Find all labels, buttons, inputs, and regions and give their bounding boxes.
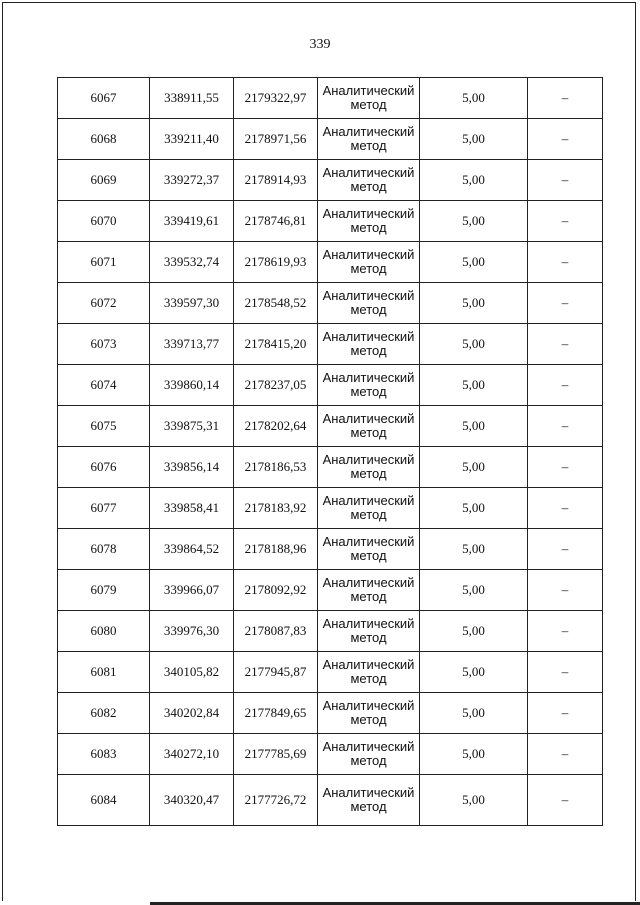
method-line-2: метод bbox=[350, 630, 387, 645]
x-coordinate-cell: 338911,55 bbox=[150, 78, 234, 119]
method-cell bbox=[318, 652, 420, 693]
note-cell: – bbox=[528, 242, 603, 283]
y-coordinate-cell: 2178183,92 bbox=[234, 488, 318, 529]
method-cell bbox=[318, 447, 420, 488]
table-row bbox=[58, 652, 603, 693]
note-cell: – bbox=[528, 365, 603, 406]
point-number-cell: 6081 bbox=[58, 652, 150, 693]
note-cell: – bbox=[528, 324, 603, 365]
table-row bbox=[58, 447, 603, 488]
point-number-cell: 6074 bbox=[58, 365, 150, 406]
accuracy-cell: 5,00 bbox=[420, 160, 528, 201]
accuracy-cell: 5,00 bbox=[420, 775, 528, 826]
method-line-2: метод bbox=[350, 507, 387, 522]
point-number-cell: 6070 bbox=[58, 201, 150, 242]
method-line-2: метод bbox=[350, 425, 387, 440]
y-coordinate-cell: 2177785,69 bbox=[234, 734, 318, 775]
method-line-2: метод bbox=[350, 548, 387, 563]
x-coordinate-cell: 339966,07 bbox=[150, 570, 234, 611]
note-cell: – bbox=[528, 78, 603, 119]
y-coordinate-cell: 2178087,83 bbox=[234, 611, 318, 652]
note-cell: – bbox=[528, 447, 603, 488]
table-row bbox=[58, 283, 603, 324]
table-row bbox=[58, 570, 603, 611]
x-coordinate-cell: 339976,30 bbox=[150, 611, 234, 652]
method-cell bbox=[318, 611, 420, 652]
method-cell bbox=[318, 488, 420, 529]
method-cell bbox=[318, 283, 420, 324]
method-line-2: метод bbox=[350, 97, 387, 112]
method-line-1: Аналитический bbox=[322, 370, 415, 385]
accuracy-cell: 5,00 bbox=[420, 78, 528, 119]
method-line-1: Аналитический bbox=[322, 493, 415, 508]
note-cell: – bbox=[528, 652, 603, 693]
x-coordinate-cell: 340272,10 bbox=[150, 734, 234, 775]
table-row bbox=[58, 488, 603, 529]
coordinates-table bbox=[57, 77, 603, 826]
method-line-2: метод bbox=[350, 261, 387, 276]
x-coordinate-cell: 339211,40 bbox=[150, 119, 234, 160]
accuracy-cell: 5,00 bbox=[420, 324, 528, 365]
point-number-cell: 6068 bbox=[58, 119, 150, 160]
table-row bbox=[58, 406, 603, 447]
method-cell bbox=[318, 242, 420, 283]
x-coordinate-cell: 340202,84 bbox=[150, 693, 234, 734]
x-coordinate-cell: 339272,37 bbox=[150, 160, 234, 201]
method-line-2: метод bbox=[350, 589, 387, 604]
note-cell: – bbox=[528, 160, 603, 201]
y-coordinate-cell: 2178619,93 bbox=[234, 242, 318, 283]
accuracy-cell: 5,00 bbox=[420, 242, 528, 283]
point-number-cell: 6076 bbox=[58, 447, 150, 488]
method-cell bbox=[318, 201, 420, 242]
accuracy-cell: 5,00 bbox=[420, 283, 528, 324]
y-coordinate-cell: 2178237,05 bbox=[234, 365, 318, 406]
table-row bbox=[58, 242, 603, 283]
point-number-cell: 6083 bbox=[58, 734, 150, 775]
point-number-cell: 6079 bbox=[58, 570, 150, 611]
x-coordinate-cell: 339532,74 bbox=[150, 242, 234, 283]
note-cell: – bbox=[528, 406, 603, 447]
y-coordinate-cell: 2178415,20 bbox=[234, 324, 318, 365]
y-coordinate-cell: 2178188,96 bbox=[234, 529, 318, 570]
note-cell: – bbox=[528, 283, 603, 324]
method-line-2: метод bbox=[350, 753, 387, 768]
note-cell: – bbox=[528, 570, 603, 611]
x-coordinate-cell: 340320,47 bbox=[150, 775, 234, 826]
y-coordinate-cell: 2178186,53 bbox=[234, 447, 318, 488]
point-number-cell: 6067 bbox=[58, 78, 150, 119]
y-coordinate-cell: 2178971,56 bbox=[234, 119, 318, 160]
method-line-1: Аналитический bbox=[322, 124, 415, 139]
table-row bbox=[58, 775, 603, 826]
x-coordinate-cell: 339713,77 bbox=[150, 324, 234, 365]
y-coordinate-cell: 2177726,72 bbox=[234, 775, 318, 826]
accuracy-cell: 5,00 bbox=[420, 447, 528, 488]
table-row bbox=[58, 693, 603, 734]
method-cell bbox=[318, 78, 420, 119]
table-row bbox=[58, 201, 603, 242]
point-number-cell: 6077 bbox=[58, 488, 150, 529]
accuracy-cell: 5,00 bbox=[420, 693, 528, 734]
method-cell bbox=[318, 734, 420, 775]
method-cell bbox=[318, 160, 420, 201]
method-cell bbox=[318, 570, 420, 611]
table-row bbox=[58, 734, 603, 775]
method-line-1: Аналитический bbox=[322, 452, 415, 467]
note-cell: – bbox=[528, 201, 603, 242]
table-row bbox=[58, 611, 603, 652]
accuracy-cell: 5,00 bbox=[420, 570, 528, 611]
y-coordinate-cell: 2178548,52 bbox=[234, 283, 318, 324]
y-coordinate-cell: 2178746,81 bbox=[234, 201, 318, 242]
method-line-2: метод bbox=[350, 466, 387, 481]
accuracy-cell: 5,00 bbox=[420, 406, 528, 447]
method-cell bbox=[318, 119, 420, 160]
method-line-2: метод bbox=[350, 671, 387, 686]
method-line-1: Аналитический bbox=[322, 785, 415, 800]
x-coordinate-cell: 339419,61 bbox=[150, 201, 234, 242]
accuracy-cell: 5,00 bbox=[420, 201, 528, 242]
y-coordinate-cell: 2177945,87 bbox=[234, 652, 318, 693]
note-cell: – bbox=[528, 734, 603, 775]
method-line-1: Аналитический bbox=[322, 739, 415, 754]
method-line-1: Аналитический bbox=[322, 247, 415, 262]
method-line-2: метод bbox=[350, 138, 387, 153]
accuracy-cell: 5,00 bbox=[420, 119, 528, 160]
point-number-cell: 6084 bbox=[58, 775, 150, 826]
method-line-1: Аналитический bbox=[322, 616, 415, 631]
x-coordinate-cell: 339597,30 bbox=[150, 283, 234, 324]
method-line-1: Аналитический bbox=[322, 575, 415, 590]
method-line-1: Аналитический bbox=[322, 534, 415, 549]
note-cell: – bbox=[528, 119, 603, 160]
table-row bbox=[58, 529, 603, 570]
method-line-1: Аналитический bbox=[322, 698, 415, 713]
point-number-cell: 6071 bbox=[58, 242, 150, 283]
table-body bbox=[58, 78, 603, 826]
method-line-2: метод bbox=[350, 384, 387, 399]
page-number: 339 bbox=[309, 37, 331, 52]
accuracy-cell: 5,00 bbox=[420, 529, 528, 570]
y-coordinate-cell: 2178202,64 bbox=[234, 406, 318, 447]
method-cell bbox=[318, 693, 420, 734]
method-cell bbox=[318, 406, 420, 447]
table-row bbox=[58, 160, 603, 201]
table-row bbox=[58, 78, 603, 119]
x-coordinate-cell: 339858,41 bbox=[150, 488, 234, 529]
accuracy-cell: 5,00 bbox=[420, 488, 528, 529]
point-number-cell: 6082 bbox=[58, 693, 150, 734]
point-number-cell: 6072 bbox=[58, 283, 150, 324]
note-cell: – bbox=[528, 775, 603, 826]
point-number-cell: 6073 bbox=[58, 324, 150, 365]
accuracy-cell: 5,00 bbox=[420, 652, 528, 693]
point-number-cell: 6080 bbox=[58, 611, 150, 652]
table-row bbox=[58, 365, 603, 406]
note-cell: – bbox=[528, 611, 603, 652]
y-coordinate-cell: 2179322,97 bbox=[234, 78, 318, 119]
method-line-2: метод bbox=[350, 220, 387, 235]
point-number-cell: 6075 bbox=[58, 406, 150, 447]
method-cell bbox=[318, 775, 420, 826]
x-coordinate-cell: 339860,14 bbox=[150, 365, 234, 406]
method-line-2: метод bbox=[350, 179, 387, 194]
note-cell: – bbox=[528, 529, 603, 570]
method-line-1: Аналитический bbox=[322, 657, 415, 672]
point-number-cell: 6069 bbox=[58, 160, 150, 201]
method-line-1: Аналитический bbox=[322, 206, 415, 221]
method-cell bbox=[318, 365, 420, 406]
table-row bbox=[58, 119, 603, 160]
table-row bbox=[58, 324, 603, 365]
method-line-1: Аналитический bbox=[322, 165, 415, 180]
y-coordinate-cell: 2178092,92 bbox=[234, 570, 318, 611]
accuracy-cell: 5,00 bbox=[420, 365, 528, 406]
x-coordinate-cell: 340105,82 bbox=[150, 652, 234, 693]
x-coordinate-cell: 339875,31 bbox=[150, 406, 234, 447]
method-line-2: метод bbox=[350, 302, 387, 317]
point-number-cell: 6078 bbox=[58, 529, 150, 570]
y-coordinate-cell: 2178914,93 bbox=[234, 160, 318, 201]
note-cell: – bbox=[528, 693, 603, 734]
method-line-2: метод bbox=[350, 343, 387, 358]
note-cell: – bbox=[528, 488, 603, 529]
method-cell bbox=[318, 324, 420, 365]
x-coordinate-cell: 339864,52 bbox=[150, 529, 234, 570]
method-line-1: Аналитический bbox=[322, 83, 415, 98]
method-cell bbox=[318, 529, 420, 570]
method-line-1: Аналитический bbox=[322, 329, 415, 344]
method-line-1: Аналитический bbox=[322, 288, 415, 303]
accuracy-cell: 5,00 bbox=[420, 611, 528, 652]
y-coordinate-cell: 2177849,65 bbox=[234, 693, 318, 734]
method-line-2: метод bbox=[350, 712, 387, 727]
method-line-1: Аналитический bbox=[322, 411, 415, 426]
accuracy-cell: 5,00 bbox=[420, 734, 528, 775]
method-line-2: метод bbox=[350, 799, 387, 814]
x-coordinate-cell: 339856,14 bbox=[150, 447, 234, 488]
